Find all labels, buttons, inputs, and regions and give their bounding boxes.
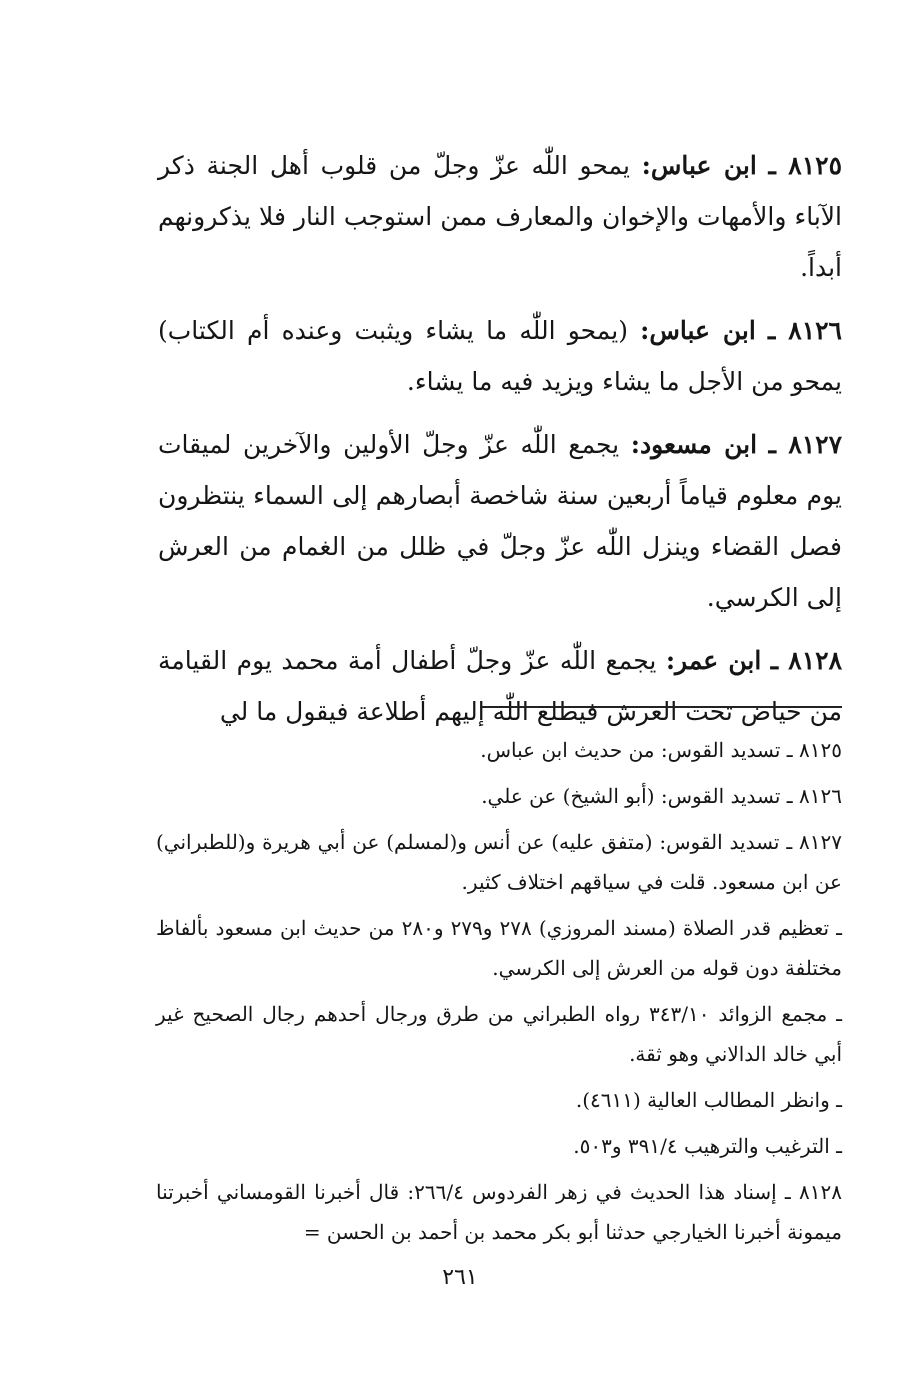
entry-number: ٨١٢٦ ـ bbox=[768, 316, 842, 345]
footnote: ٨١٢٦ ـ تسديد القوس: (أبو الشيخ) عن علي. bbox=[481, 784, 842, 808]
main-text bbox=[158, 140, 842, 749]
footnote: ٨١٢٥ ـ تسديد القوس: من حديث ابن عباس. bbox=[480, 738, 842, 762]
entry-text: يجمع اللّٰه عزّ وجلّ الأولين والآخرين لميقات يوم معلوم قياماً أربعين سنة شاخصة أبصارهم إلى السماء ينتظرون فصل القضاء وينزل اللّٰه عزّ وجلّ في ظلل من الغمام من العرش إلى الكرسي. bbox=[158, 430, 842, 612]
footnote: ٨١٢٧ ـ تسديد القوس: (متفق عليه) عن أنس و(لمسلم) عن أبي هريرة و(للطبراني) عن ابن مسعود. قلت في سياقهم اختلاف كثير. bbox=[156, 830, 842, 894]
footnote-divider bbox=[480, 706, 842, 708]
entry-source: ابن عباس: bbox=[640, 316, 756, 345]
footnote: ٨١٢٨ ـ إسناد هذا الحديث في زهر الفردوس ٢٦٦/٤: قال أخبرنا القومساني أخبرتنا ميمونة أخبرنا الخيارجي حدثنا أبو بكر محمد بن أحمد بن الحسن = bbox=[156, 1180, 842, 1244]
entry-text: (يمحو اللّٰه ما يشاء ويثبت وعنده أم الكتاب) يمحو من الأجل ما يشاء ويزيد فيه ما يشاء. bbox=[158, 316, 842, 396]
entry-number: ٨١٢٧ ـ bbox=[768, 430, 843, 459]
entry-8126 bbox=[158, 305, 842, 407]
entry-source: ابن عباس: bbox=[641, 151, 757, 180]
entry-number: ٨١٢٥ ـ bbox=[768, 151, 843, 180]
entry-text: يجمع اللّٰه عزّ وجلّ أطفال أمة محمد يوم القيامة من حياض تحت العرش فيطلع اللّٰه إليهم أطلاعة فيقول ما لي bbox=[158, 646, 842, 726]
entry-source: ابن عمر: bbox=[665, 646, 762, 675]
entry-8125 bbox=[158, 140, 842, 293]
footnote: ـ تعظيم قدر الصلاة (مسند المروزي) ٢٧٨ و٢٧٩ و٢٨٠ من حديث ابن مسعود بألفاظ مختلفة دون قوله من العرش إلى الكرسي. bbox=[156, 916, 843, 980]
entry-number: ٨١٢٨ ـ bbox=[770, 646, 843, 675]
entry-8127 bbox=[158, 419, 842, 623]
footnotes bbox=[156, 730, 842, 1258]
footnote: ـ الترغيب والترهيب ٣٩١/٤ و٥٠٣. bbox=[573, 1134, 842, 1158]
footnote: ـ مجمع الزوائد ٣٤٣/١٠ رواه الطبراني من طرق ورجال أحدهم رجال الصحيح غير أبي خالد الدالاني وهو ثقة. bbox=[156, 1002, 842, 1066]
entry-source: ابن مسعود: bbox=[630, 430, 758, 459]
entry-text: يمحو اللّٰه عزّ وجلّ من قلوب أهل الجنة ذكر الآباء والأمهات والإخوان والمعارف ممن استوجب النار فلا يذكرونهم أبداً. bbox=[158, 151, 842, 282]
footnote: ـ وانظر المطالب العالية (٤٦١١). bbox=[575, 1088, 842, 1112]
page-number: ٢٦١ bbox=[442, 1265, 478, 1290]
entry-8128 bbox=[158, 635, 842, 737]
